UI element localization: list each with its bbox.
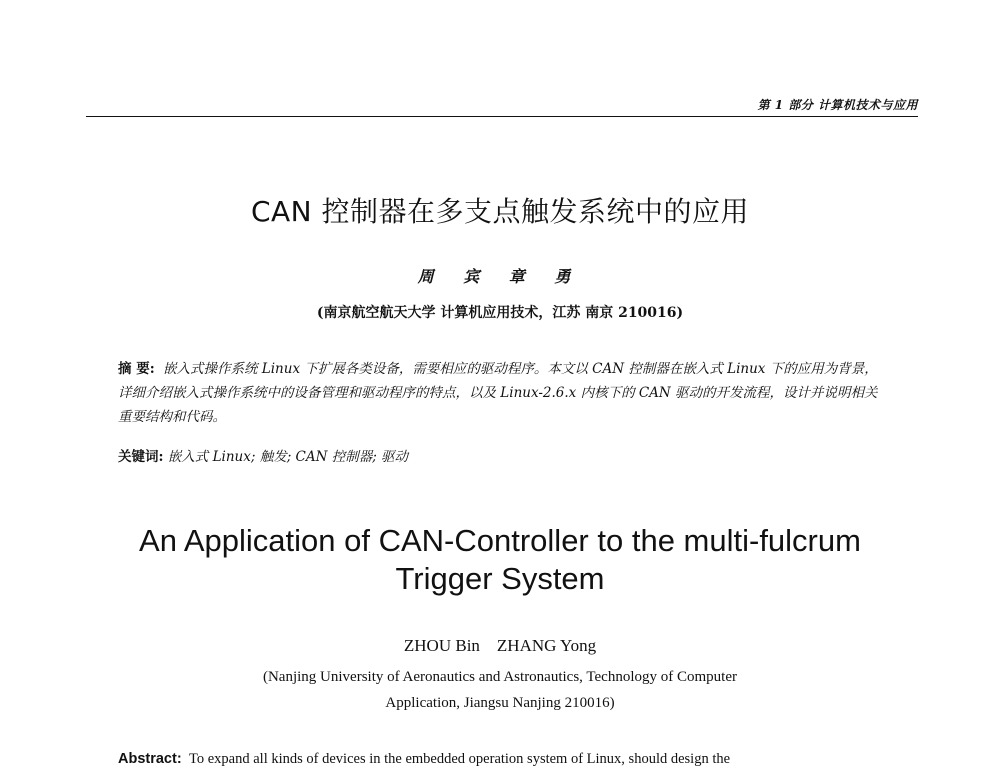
chinese-keywords xyxy=(118,446,888,468)
chinese-abstract-text: 嵌入式操作系统 Linux 下扩展各类设备，需要相应的驱动程序。本文以 CAN 控制器在嵌入式 Linux 下的应用为背景，详细介绍嵌入式操作系统中的设备管理和驱动程序的特点，以及 Linux-2.6.x 内核下的 CAN 驱动的开发流程，设计并说明相关重要结构和代码。 xyxy=(118,361,878,425)
chinese-keywords-label: 关键词: xyxy=(118,449,164,465)
chinese-abstract-label: 摘 要: xyxy=(118,361,155,377)
header-rule xyxy=(86,116,918,117)
chinese-affiliation: (南京航空航天大学 计算机应用技术，江苏 南京 210016) xyxy=(316,305,684,321)
english-abstract-label: Abstract: xyxy=(118,751,182,767)
english-abstract xyxy=(118,748,908,770)
english-title-line-1: An Application of CAN-Controller to the multi-fulcrum xyxy=(139,523,861,558)
english-abstract-text: To expand all kinds of devices in the embedded operation system of Linux, should design the xyxy=(189,751,731,767)
chinese-title: CAN 控制器在多支点触发系统中的应用 xyxy=(250,195,750,228)
english-authors: ZHOU Bin ZHANG Yong xyxy=(403,636,597,655)
chinese-abstract xyxy=(118,357,888,429)
english-affiliation-line-2: Application, Jiangsu Nanjing 210016) xyxy=(385,695,615,711)
english-title xyxy=(0,522,1000,598)
english-title-line-2: Trigger System xyxy=(395,561,605,596)
english-affiliation-line-1: (Nanjing University of Aeronautics and Astronautics, Technology of Computer xyxy=(262,669,737,685)
chinese-authors: 周 宾 章 勇 xyxy=(417,267,583,286)
chinese-keywords-text: 嵌入式 Linux; 触发; CAN 控制器; 驱动 xyxy=(167,449,409,465)
english-affiliation xyxy=(0,664,1000,716)
running-header: 第 1 部分 计算机技术与应用 xyxy=(757,98,918,112)
